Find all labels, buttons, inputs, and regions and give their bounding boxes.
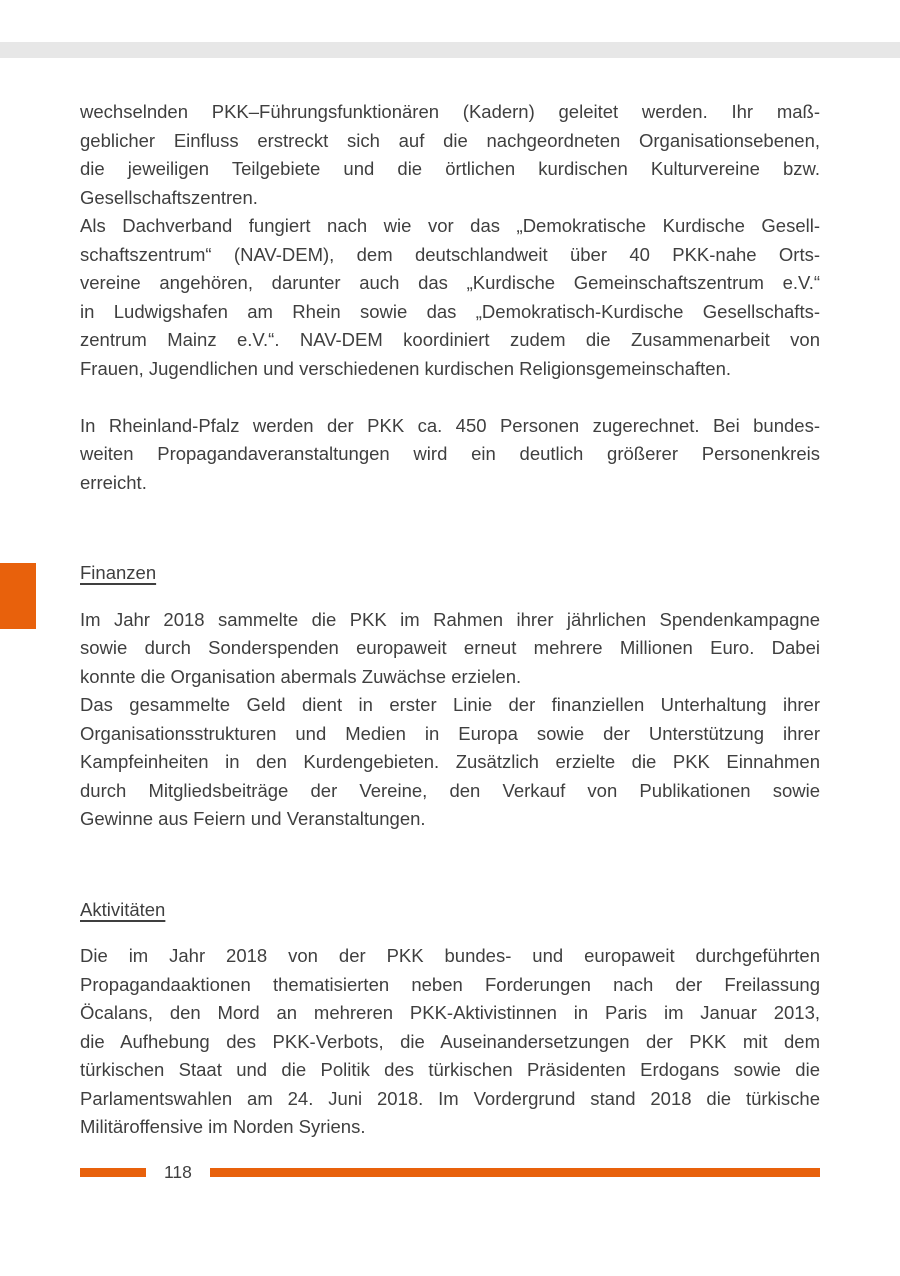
section-heading-text: Finanzen <box>80 562 157 583</box>
paragraph-line: geblicher Einfluss erstreckt sich auf die nachgeordneten Organisationsebenen, <box>80 129 820 151</box>
page-footer <box>80 1159 820 1185</box>
paragraph-line: Als Dachverband fungiert nach wie vor das „Demokratische Kurdische Gesell- <box>80 215 820 236</box>
paragraph-line: Gesellschaftszentren. <box>80 186 258 208</box>
paragraph-line: Militäroffensive im Norden Syriens. <box>80 1116 366 1137</box>
paragraph <box>80 98 820 212</box>
paragraph <box>80 691 820 834</box>
paragraph-line: Propagandaaktionen thematisierten neben Forderungen nach der Freilassung <box>80 973 820 995</box>
paragraph-line: Frauen, Jugendlichen und verschiedenen kurdischen Religionsgemeinschaften. <box>80 357 731 379</box>
paragraph-line: Gewinne aus Feiern und Veranstaltungen. <box>80 808 426 829</box>
paragraph-line: wechselnden PKK–Führungsfunktionären (Kadern) geleitet werden. Ihr maß- <box>80 101 820 122</box>
paragraph-line: schaftszentrum“ (NAV-DEM), dem deutschlandweit über 40 PKK-nahe Orts- <box>80 243 820 265</box>
paragraph-line: durch Mitgliedsbeiträge der Vereine, den Verkauf von Publikationen sowie <box>80 779 820 801</box>
paragraph-line: In Rheinland-Pfalz werden der PKK ca. 450 Personen zugerechnet. Bei bundes- <box>80 414 820 436</box>
top-gray-bar <box>0 42 900 58</box>
paragraph-line: Öcalans, den Mord an mehreren PKK-Aktivistinnen in Paris im Januar 2013, <box>80 1002 820 1023</box>
paragraph-line: Das gesammelte Geld dient in erster Linie der finanziellen Unterhaltung ihrer <box>80 694 820 715</box>
orange-margin-marker <box>0 563 36 629</box>
section-heading-text: Aktivitäten <box>80 898 166 920</box>
paragraph <box>80 212 820 383</box>
paragraph-line: türkischen Staat und die Politik des türkischen Präsidenten Erdogans sowie die <box>80 1059 820 1080</box>
paragraph-line: weiten Propagandaveranstaltungen wird ein deutlich größerer Personenkreis <box>80 443 820 464</box>
paragraph-line: erreicht. <box>80 471 147 493</box>
section-heading <box>80 896 820 925</box>
page-number: 118 <box>164 1161 192 1182</box>
paragraph-line: sowie durch Sonderspenden europaweit erneut mehrere Millionen Euro. Dabei <box>80 637 820 658</box>
page-content <box>80 98 820 1142</box>
paragraph-line: Kampfeinheiten in den Kurdengebieten. Zusätzlich erzielte die PKK Einnahmen <box>80 751 820 772</box>
paragraph-line: konnte die Organisation abermals Zuwächse erzielen. <box>80 665 522 687</box>
paragraph <box>80 412 820 498</box>
paragraph-line: Im Jahr 2018 sammelte die PKK im Rahmen ihrer jährlichen Spendenkampagne <box>80 608 820 630</box>
footer-accent-bar-right <box>210 1168 820 1177</box>
footer-accent-bar-left <box>80 1168 146 1177</box>
paragraph-line: Organisationsstrukturen und Medien in Europa sowie der Unterstützung ihrer <box>80 722 820 744</box>
paragraph-line: die Aufhebung des PKK-Verbots, die Auseinandersetzungen der PKK mit dem <box>80 1030 820 1052</box>
section-heading <box>80 559 820 588</box>
paragraph-line: vereine angehören, darunter auch das „Kurdische Gemeinschaftszentrum e.V.“ <box>80 272 820 293</box>
paragraph-line: in Ludwigshafen am Rhein sowie das „Demokratisch-Kurdische Gesellschafts- <box>80 300 820 322</box>
paragraph-line: zentrum Mainz e.V.“. NAV-DEM koordiniert zudem die Zusammenarbeit von <box>80 329 820 350</box>
paragraph <box>80 942 820 1142</box>
paragraph-line: die jeweiligen Teilgebiete und die örtlichen kurdischen Kulturvereine bzw. <box>80 158 820 179</box>
paragraph <box>80 606 820 692</box>
paragraph-line: Die im Jahr 2018 von der PKK bundes- und europaweit durchgeführten <box>80 945 820 966</box>
paragraph-line: Parlamentswahlen am 24. Juni 2018. Im Vordergrund stand 2018 die türkische <box>80 1087 820 1109</box>
